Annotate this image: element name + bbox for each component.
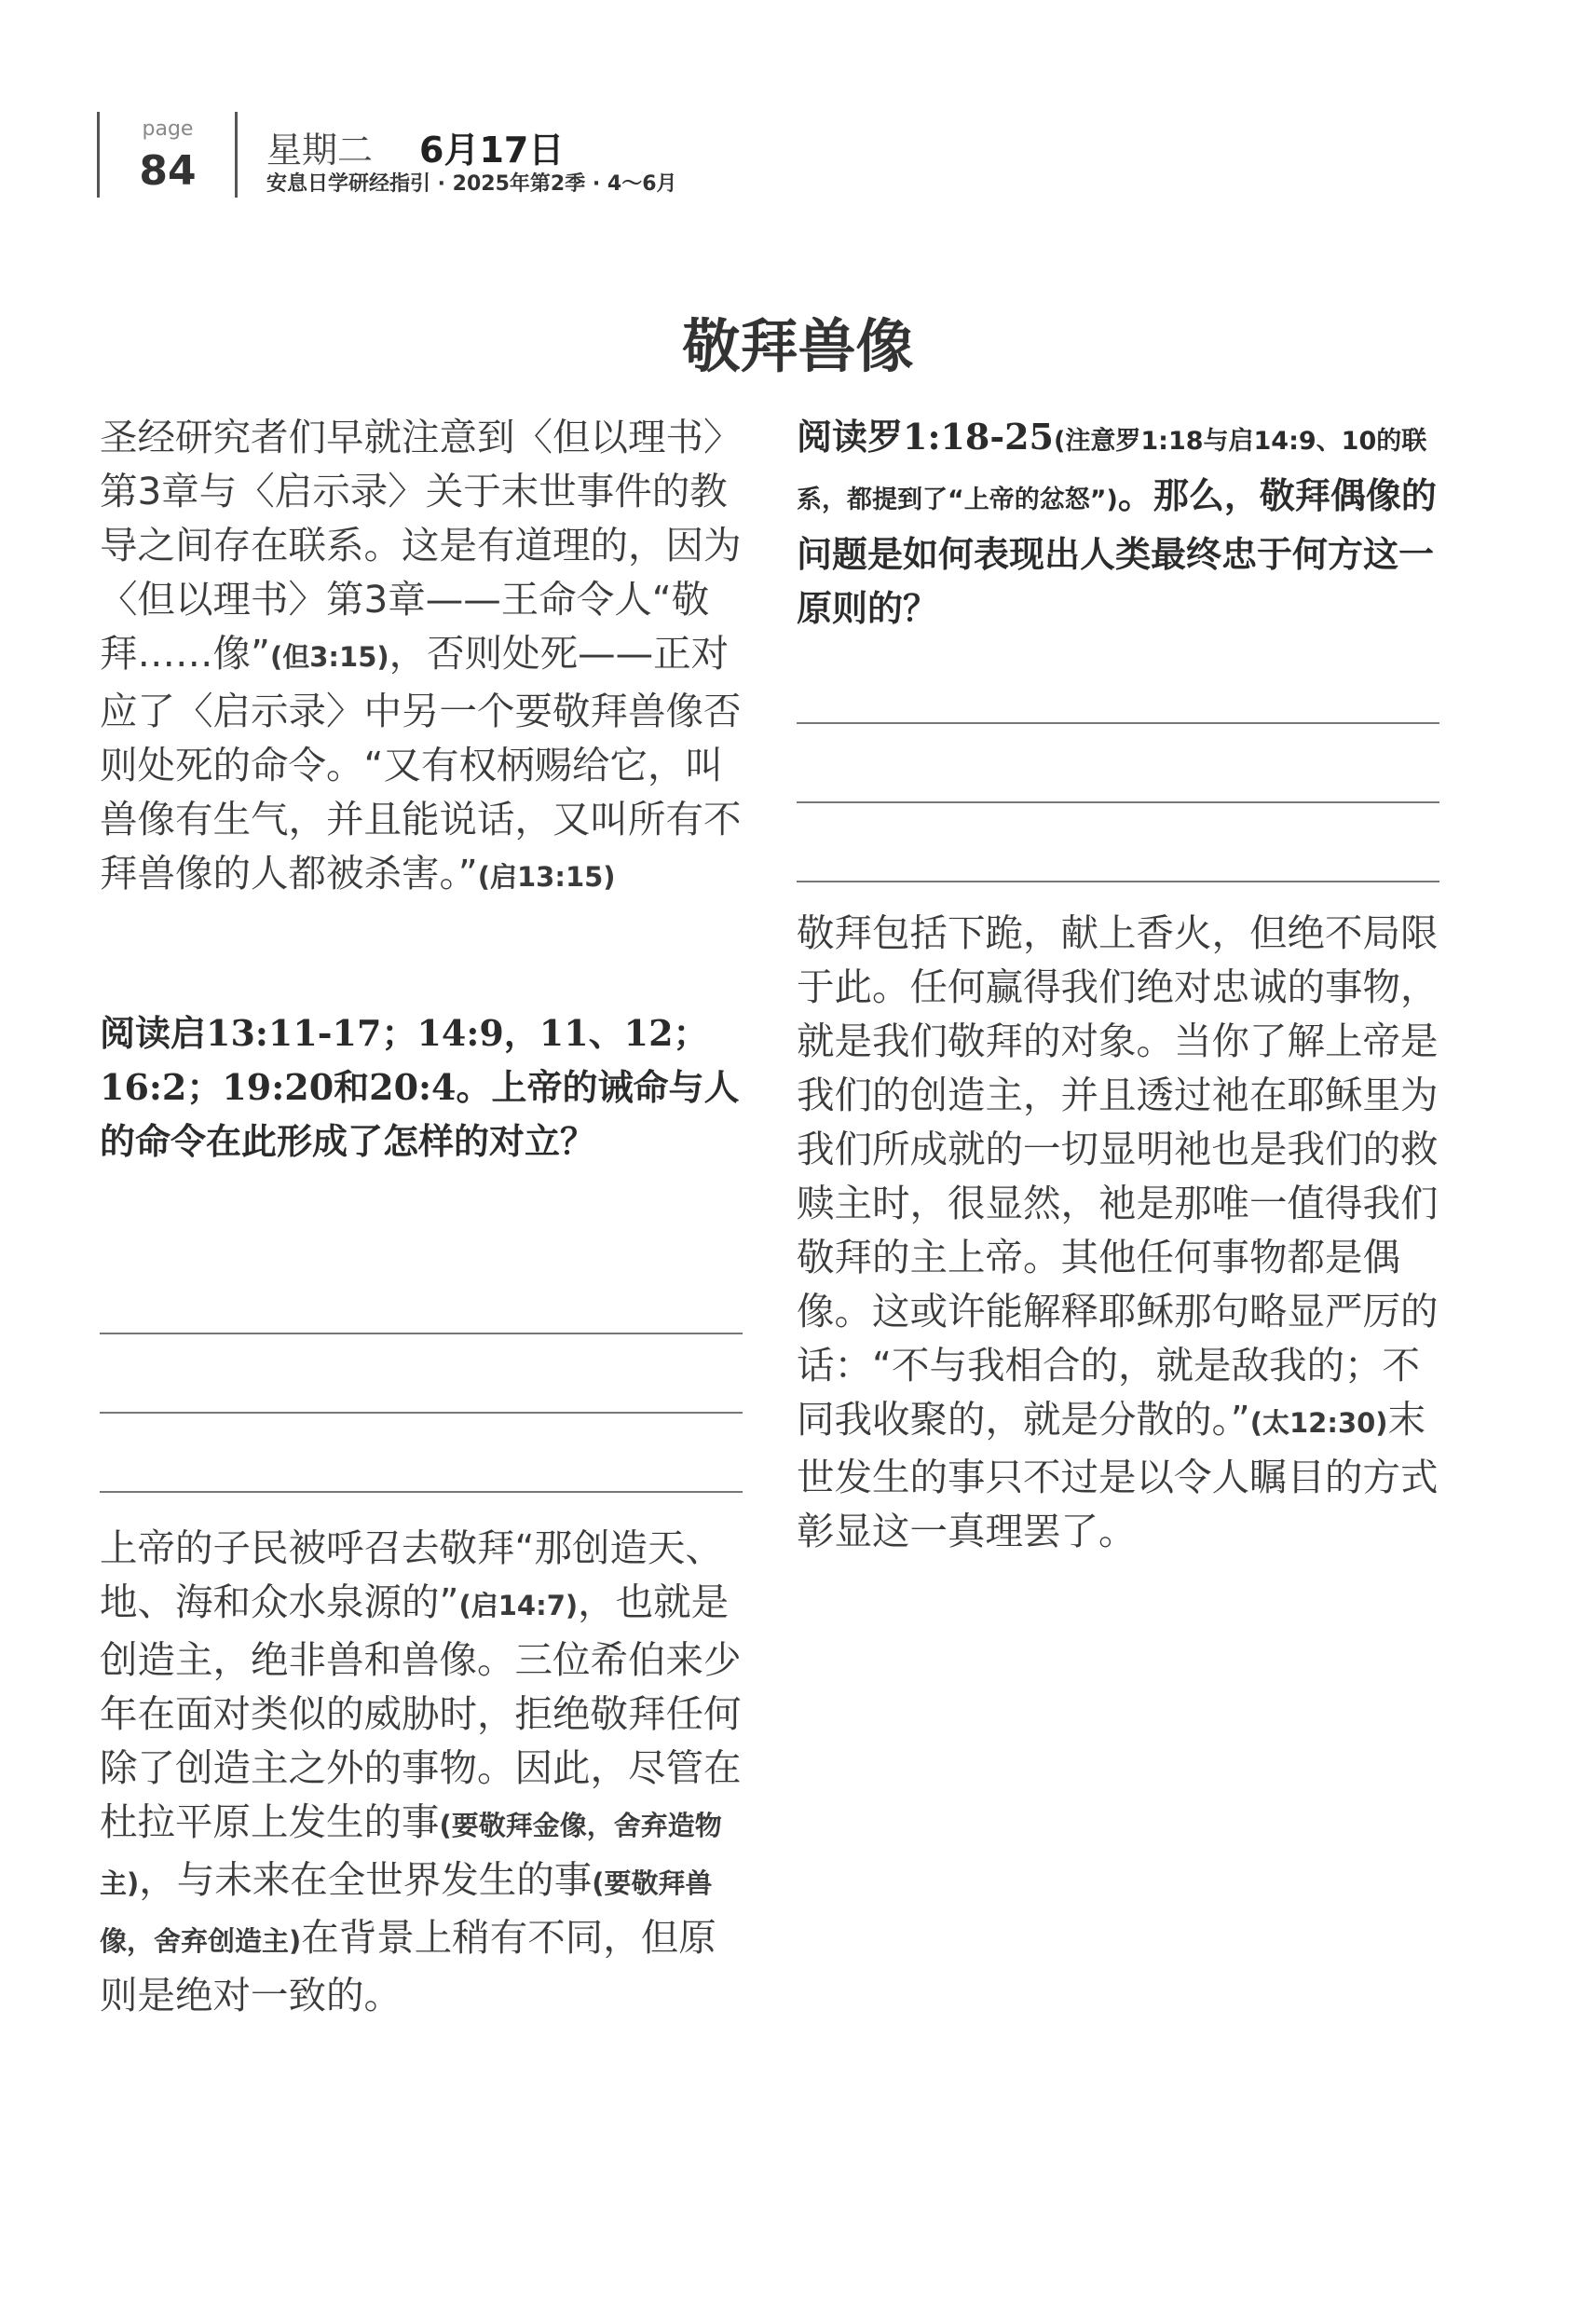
answer-line-3[interactable]	[100, 1491, 743, 1493]
page-number: 84	[139, 147, 197, 195]
left-p2-text4: 在背景上稍有不同，但原则是绝对一致的。	[100, 1915, 716, 2017]
left-p2-text3: ，与未来在全世界发生的事	[139, 1857, 593, 1902]
question-2-ref: (注意罗1:18与启14:9、10的联系，都提到了“上帝的忿怒”)	[797, 427, 1427, 514]
page-header	[93, 112, 1491, 200]
answer-line-2[interactable]	[100, 1412, 743, 1414]
left-paragraph-2	[100, 1521, 743, 2022]
left-p2-text2: ，也就是创造主，绝非兽和兽像。三位希伯来少年在面对类似的威胁时，拒绝敬拜任何除了创造主之外的事物。因此，尽管在杜拉平原上发生的事	[100, 1579, 742, 1844]
left-p2-text: 上帝的子民被呼召去敬拜“那创造天、地、海和众水泉源的”	[100, 1525, 723, 1624]
left-p1-ref2: (启13:15)	[477, 861, 616, 893]
right-p3-text: 敬拜包括下跪，献上香火，但绝不局限于此。任何赢得我们绝对忠诚的事物，就是我们敬拜的对象。当你了解上帝是我们的创造主，并且透过祂在耶稣里为我们所成就的一切显明祂也是我们的救赎主时，很显然，祂是那唯一值得我们敬拜的主上帝。其他任何事物都是偶像。这或许能解释耶稣那句略显严厉的话：“不与我相合的，就是敌我的；不同我收聚的，就是分散的。”	[797, 910, 1439, 1442]
left-p2-ref1: (启14:7)	[458, 1590, 579, 1621]
page-title: 敬拜兽像	[682, 312, 914, 380]
header-divider-left	[97, 112, 100, 198]
header-divider-right	[235, 112, 238, 198]
right-p3-text2: 末世发生的事只不过是以令人瞩目的方式彰显这一真理罢了。	[797, 1397, 1439, 1553]
weekday: 星期二	[266, 130, 374, 171]
question-1: 阅读启13:11-17；14:9，11、12；16:2；19:20和20:4。上帝的诫命与人的命令在此形成了怎样的对立？	[100, 1012, 740, 1162]
question-2	[797, 410, 1439, 636]
left-p1-text2: ，否则处死——正对应了〈启示录〉中另一个要敬拜兽像否则处死的命令。“又有权柄赐给它，叫兽像有生气，并且能说话，又叫所有不拜兽像的人都被杀害。”	[100, 631, 742, 896]
left-p1-ref1: (但3:15)	[269, 641, 389, 673]
question-2-lead: 阅读罗1:18-25	[797, 416, 1055, 458]
left-p1-text: 圣经研究者们早就注意到〈但以理书〉第3章与〈启示录〉关于末世事件的教导之间存在联系。这是有道理的，因为〈但以理书〉第3章——王命令人“敬拜……像”	[100, 415, 742, 676]
answer-line-1[interactable]	[100, 1333, 743, 1334]
page-label: page	[142, 117, 194, 141]
date: 6月17日	[419, 130, 565, 171]
answer-line-5[interactable]	[797, 801, 1439, 803]
publication-info: 安息日学研经指引 · 2025年第2季 · 4～6月	[266, 172, 677, 196]
left-p2-ref2: (要敬拜金像，舍弃造物主)	[100, 1810, 722, 1899]
question-2-text: 。那么，敬拜偶像的问题是如何表现出人类最终忠于何方这一原则的？	[797, 474, 1437, 629]
left-paragraph-1	[100, 410, 743, 904]
right-p3-ref: (太12:30)	[1249, 1407, 1388, 1439]
right-paragraph	[797, 906, 1439, 1558]
answer-line-4[interactable]	[797, 722, 1439, 724]
answer-line-6[interactable]	[797, 881, 1439, 882]
left-p2-ref3: (要敬拜兽像，舍弃创造主)	[100, 1867, 713, 1957]
